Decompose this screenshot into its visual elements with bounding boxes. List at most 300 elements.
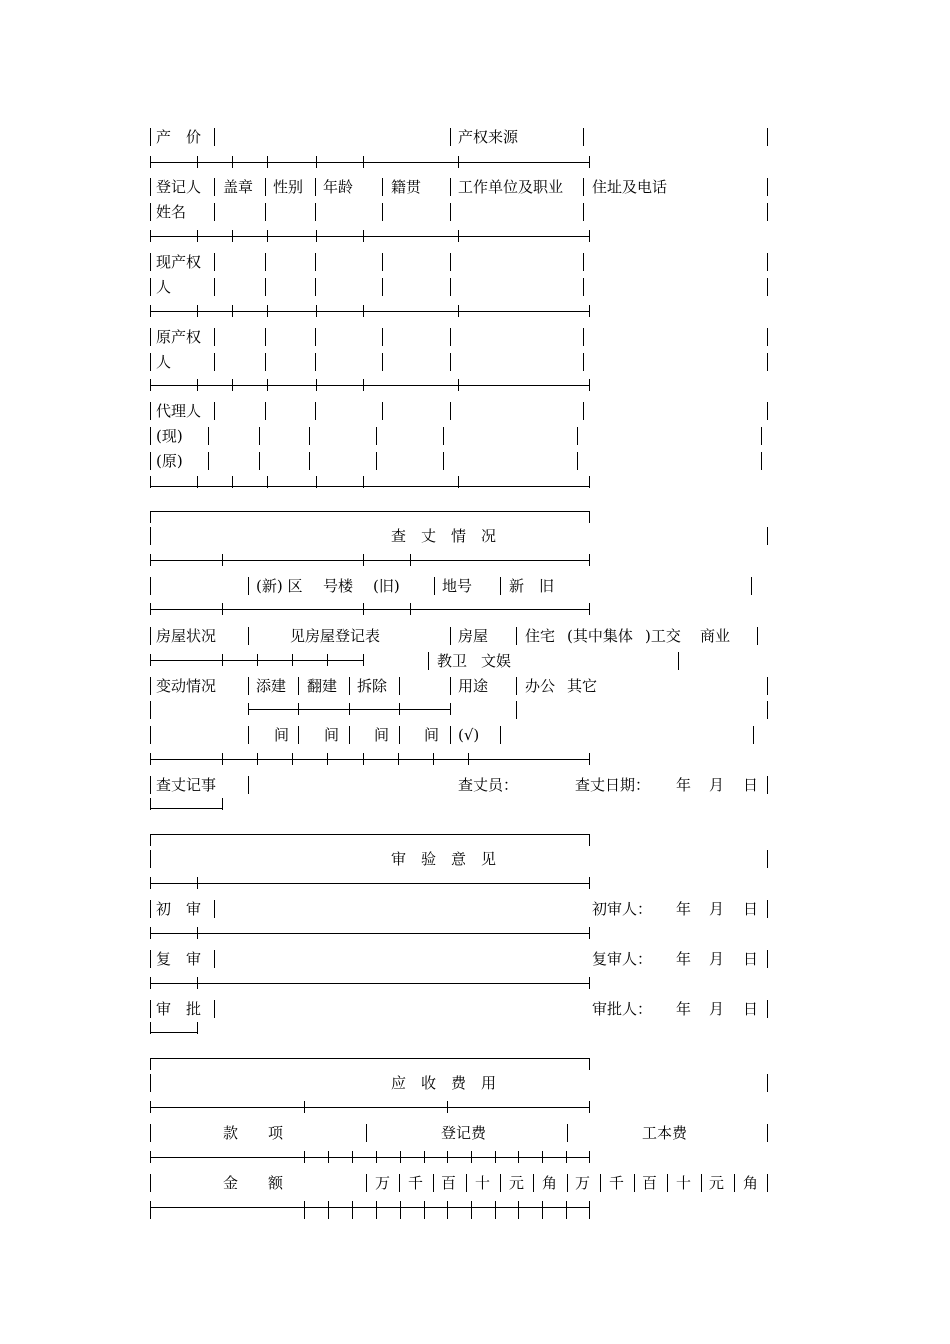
separator xyxy=(471,1207,472,1219)
rule xyxy=(150,759,589,760)
separator xyxy=(589,603,590,615)
unit-shi-2: 十 xyxy=(676,1174,692,1192)
separator xyxy=(767,353,768,371)
separator xyxy=(567,1174,568,1192)
separator xyxy=(767,203,768,221)
separator xyxy=(232,305,233,317)
separator xyxy=(382,178,383,196)
separator xyxy=(589,877,590,889)
separator xyxy=(349,703,350,715)
separator xyxy=(150,677,151,695)
separator xyxy=(150,927,151,939)
unit-jiao-2: 角 xyxy=(743,1174,759,1192)
renovate: 翻建 xyxy=(307,677,338,695)
unit-yuan-2: 元 xyxy=(709,1174,725,1192)
cost-fee: 工本费 xyxy=(642,1124,688,1142)
fees-title: 应 收 费 用 xyxy=(391,1074,497,1092)
separator xyxy=(767,900,768,918)
separator xyxy=(589,230,590,242)
separator xyxy=(150,427,151,445)
collective: (其中集体 xyxy=(567,627,633,645)
separator xyxy=(767,1074,768,1092)
separator xyxy=(248,627,249,645)
separator xyxy=(767,402,768,420)
separator xyxy=(150,278,151,296)
separator xyxy=(589,379,590,391)
separator xyxy=(315,353,316,371)
separator xyxy=(767,178,768,196)
separator xyxy=(382,402,383,420)
commerce: 商业 xyxy=(700,627,731,645)
separator xyxy=(518,1151,519,1163)
separator xyxy=(150,511,151,523)
separator xyxy=(589,1058,590,1070)
current-owner-label-2: 人 xyxy=(156,278,172,296)
former-owner-label: 原产权 xyxy=(156,328,202,346)
separator xyxy=(589,1151,590,1163)
room-renovate: 间 xyxy=(324,726,340,744)
separator xyxy=(267,476,268,488)
building-no: 号楼 xyxy=(323,577,354,595)
separator xyxy=(328,1151,329,1163)
separator xyxy=(450,278,451,296)
separator xyxy=(352,1207,353,1219)
separator xyxy=(248,703,249,715)
separator xyxy=(443,427,444,445)
survey-note: 查丈记事 xyxy=(156,776,217,794)
separator xyxy=(150,1174,151,1192)
separator xyxy=(150,230,151,242)
separator xyxy=(214,402,215,420)
separator xyxy=(150,850,151,868)
separator xyxy=(701,1174,702,1192)
separator xyxy=(197,977,198,989)
separator xyxy=(222,654,223,666)
separator xyxy=(757,627,758,645)
separator xyxy=(214,353,215,371)
separator xyxy=(232,379,233,391)
separator xyxy=(150,554,151,566)
separator xyxy=(399,726,400,744)
surveyor: 查丈员： xyxy=(458,776,519,794)
separator xyxy=(583,402,584,420)
separator xyxy=(767,328,768,346)
separator xyxy=(471,1151,472,1163)
separator xyxy=(767,776,768,794)
separator xyxy=(197,230,198,242)
separator xyxy=(150,627,151,645)
separator xyxy=(678,652,679,670)
separator xyxy=(458,230,459,242)
separator xyxy=(500,1174,501,1192)
separator xyxy=(751,577,752,595)
separator xyxy=(450,726,451,744)
separator xyxy=(150,977,151,989)
approval-day: 日 xyxy=(743,1000,759,1018)
former-owner-label-2: 人 xyxy=(156,353,172,371)
separator xyxy=(267,156,268,168)
rule xyxy=(150,933,589,934)
separator xyxy=(327,654,328,666)
separator xyxy=(363,156,364,168)
separator xyxy=(265,278,266,296)
separator xyxy=(767,128,768,146)
separator xyxy=(304,1207,305,1219)
separator xyxy=(150,577,151,595)
col-seal: 盖章 xyxy=(223,178,254,196)
separator xyxy=(533,1174,534,1192)
rule xyxy=(150,834,589,835)
separator xyxy=(518,1207,519,1219)
separator xyxy=(767,1124,768,1142)
separator xyxy=(382,203,383,221)
separator xyxy=(577,427,578,445)
separator xyxy=(447,1151,448,1163)
separator xyxy=(577,452,578,470)
separator xyxy=(767,278,768,296)
separator xyxy=(450,402,451,420)
separator xyxy=(150,1124,151,1142)
rule xyxy=(150,609,589,610)
separator xyxy=(150,753,151,765)
separator xyxy=(257,654,258,666)
separator xyxy=(400,1151,401,1163)
separator xyxy=(315,402,316,420)
separator xyxy=(542,1207,543,1219)
separator xyxy=(767,950,768,968)
separator xyxy=(376,1151,377,1163)
separator xyxy=(197,305,198,317)
separator xyxy=(150,798,151,810)
approval-year: 年 xyxy=(676,1000,692,1018)
separator xyxy=(450,703,451,715)
separator xyxy=(376,427,377,445)
separator xyxy=(349,726,350,744)
separator xyxy=(349,677,350,695)
separator xyxy=(315,253,316,271)
separator xyxy=(761,452,762,470)
education-health: 教卫 xyxy=(437,652,468,670)
new-old: 新 旧 xyxy=(509,577,555,595)
separator xyxy=(304,1151,305,1163)
rule xyxy=(150,486,589,487)
survey-month: 月 xyxy=(709,776,725,794)
separator xyxy=(583,128,584,146)
lot-no: 地号 xyxy=(442,577,473,595)
separator xyxy=(150,128,151,146)
separator xyxy=(257,753,258,765)
separator xyxy=(259,452,260,470)
separator xyxy=(583,253,584,271)
source-label: 产权来源 xyxy=(458,128,519,146)
separator xyxy=(516,701,517,719)
see-register: 见房屋登记表 xyxy=(290,627,381,645)
separator xyxy=(433,753,434,765)
separator xyxy=(443,452,444,470)
separator xyxy=(424,1207,425,1219)
item-label: 款 项 xyxy=(223,1124,284,1142)
first-year: 年 xyxy=(676,900,692,918)
separator xyxy=(150,476,151,488)
rule xyxy=(150,385,589,386)
separator xyxy=(214,900,215,918)
separator xyxy=(363,379,364,391)
separator xyxy=(298,677,299,695)
separator xyxy=(767,1174,768,1192)
separator xyxy=(150,776,151,794)
separator xyxy=(267,379,268,391)
agent-former: (原) xyxy=(156,452,183,470)
separator xyxy=(495,1151,496,1163)
survey-title: 查 丈 情 况 xyxy=(391,527,497,545)
col-gender: 性别 xyxy=(273,178,304,196)
check-mark: (√) xyxy=(458,726,480,744)
separator xyxy=(150,1022,151,1034)
separator xyxy=(265,203,266,221)
separator xyxy=(450,328,451,346)
separator xyxy=(500,577,501,595)
room-other: 间 xyxy=(424,726,440,744)
separator xyxy=(222,798,223,810)
separator xyxy=(265,178,266,196)
separator xyxy=(214,253,215,271)
second-review: 复 审 xyxy=(156,950,202,968)
separator xyxy=(150,603,151,615)
unit-wan-2: 万 xyxy=(575,1174,591,1192)
separator xyxy=(495,1207,496,1219)
separator xyxy=(516,677,517,695)
review-title: 审 验 意 见 xyxy=(391,850,497,868)
separator xyxy=(265,353,266,371)
separator xyxy=(150,527,151,545)
separator xyxy=(150,156,151,168)
separator xyxy=(767,253,768,271)
first-review: 初 审 xyxy=(156,900,202,918)
separator xyxy=(197,927,198,939)
approval-month: 月 xyxy=(709,1000,725,1018)
separator xyxy=(399,677,400,695)
separator xyxy=(298,703,299,715)
separator xyxy=(424,1151,425,1163)
approval: 审 批 xyxy=(156,1000,202,1018)
separator xyxy=(309,452,310,470)
separator xyxy=(410,603,411,615)
unit-bai: 百 xyxy=(441,1174,457,1192)
separator xyxy=(197,156,198,168)
separator xyxy=(315,203,316,221)
separator xyxy=(458,476,459,488)
separator xyxy=(589,753,590,765)
change-status: 变动情况 xyxy=(156,677,217,695)
rule xyxy=(150,1207,589,1208)
separator xyxy=(589,156,590,168)
separator xyxy=(150,253,151,271)
separator xyxy=(734,1174,735,1192)
separator xyxy=(265,253,266,271)
separator xyxy=(399,1174,400,1192)
separator xyxy=(150,402,151,420)
separator xyxy=(150,701,151,719)
separator xyxy=(767,850,768,868)
separator xyxy=(450,203,451,221)
col-registrant: 登记人 xyxy=(156,178,202,196)
office: 办公 xyxy=(525,677,556,695)
separator xyxy=(304,1101,305,1113)
separator xyxy=(434,577,435,595)
unit-jiao: 角 xyxy=(542,1174,558,1192)
house-label: 房屋 xyxy=(458,627,489,645)
separator xyxy=(352,1151,353,1163)
separator xyxy=(400,1207,401,1219)
separator xyxy=(150,353,151,371)
separator xyxy=(222,603,223,615)
col-age: 年龄 xyxy=(323,178,354,196)
separator xyxy=(267,230,268,242)
separator xyxy=(150,203,151,221)
separator xyxy=(248,776,249,794)
separator xyxy=(150,726,151,744)
separator xyxy=(292,654,293,666)
separator xyxy=(214,950,215,968)
approver: 审批人： xyxy=(592,1000,653,1018)
separator xyxy=(222,554,223,566)
separator xyxy=(150,1101,151,1113)
registration-fee: 登记费 xyxy=(441,1124,487,1142)
first-day: 日 xyxy=(743,900,759,918)
separator xyxy=(399,703,400,715)
other: 其它 xyxy=(567,677,598,695)
separator xyxy=(458,156,459,168)
separator xyxy=(376,1207,377,1219)
rule xyxy=(150,1107,589,1108)
amount-label: 金 额 xyxy=(223,1174,284,1192)
separator xyxy=(433,1174,434,1192)
first-month: 月 xyxy=(709,900,725,918)
separator xyxy=(366,1174,367,1192)
separator xyxy=(316,230,317,242)
separator xyxy=(265,328,266,346)
separator xyxy=(450,128,451,146)
separator xyxy=(150,379,151,391)
separator xyxy=(382,253,383,271)
separator xyxy=(589,476,590,488)
separator xyxy=(150,1207,151,1219)
separator xyxy=(753,726,754,744)
second-month: 月 xyxy=(709,950,725,968)
separator xyxy=(267,305,268,317)
separator xyxy=(327,753,328,765)
survey-day: 日 xyxy=(743,776,759,794)
separator xyxy=(450,627,451,645)
separator xyxy=(232,156,233,168)
add-build: 添建 xyxy=(256,677,287,695)
separator xyxy=(567,1124,568,1142)
rule xyxy=(150,511,589,512)
rule xyxy=(150,883,589,884)
separator xyxy=(150,654,151,666)
separator xyxy=(316,305,317,317)
separator xyxy=(197,476,198,488)
separator xyxy=(222,753,223,765)
separator xyxy=(589,927,590,939)
unit-qian: 千 xyxy=(408,1174,424,1192)
col-employer: 工作单位及职业 xyxy=(458,178,564,196)
second-reviewer: 复审人： xyxy=(592,950,653,968)
rule xyxy=(150,236,589,237)
col-address: 住址及电话 xyxy=(592,178,668,196)
separator xyxy=(634,1174,635,1192)
separator xyxy=(150,834,151,846)
separator xyxy=(583,328,584,346)
survey-year: 年 xyxy=(676,776,692,794)
separator xyxy=(150,328,151,346)
separator xyxy=(214,178,215,196)
separator xyxy=(150,1058,151,1070)
separator xyxy=(516,627,517,645)
separator xyxy=(150,950,151,968)
separator xyxy=(363,230,364,242)
col-origin: 籍贯 xyxy=(391,178,422,196)
separator xyxy=(150,877,151,889)
separator xyxy=(363,305,364,317)
separator xyxy=(583,353,584,371)
separator xyxy=(458,379,459,391)
separator xyxy=(150,1074,151,1092)
rule xyxy=(150,560,589,561)
old-label: (旧) xyxy=(373,577,400,595)
residence: 住宅 xyxy=(525,627,556,645)
survey-date: 查丈日期： xyxy=(575,776,651,794)
separator xyxy=(363,603,364,615)
culture-ent: 文娱 xyxy=(481,652,512,670)
separator xyxy=(600,1174,601,1192)
separator xyxy=(150,178,151,196)
usage: 用途 xyxy=(458,677,489,695)
separator xyxy=(150,305,151,317)
separator xyxy=(208,452,209,470)
separator xyxy=(292,753,293,765)
separator xyxy=(214,1000,215,1018)
separator xyxy=(447,1207,448,1219)
separator xyxy=(450,353,451,371)
separator xyxy=(566,1207,567,1219)
second-year: 年 xyxy=(676,950,692,968)
separator xyxy=(363,654,364,666)
separator xyxy=(265,402,266,420)
separator xyxy=(315,278,316,296)
separator xyxy=(500,726,501,744)
house-status: 房屋状况 xyxy=(156,627,217,645)
separator xyxy=(363,476,364,488)
separator xyxy=(376,452,377,470)
separator xyxy=(466,1174,467,1192)
name-label: 姓名 xyxy=(156,203,187,221)
separator xyxy=(542,1151,543,1163)
separator xyxy=(363,753,364,765)
agent-label: 代理人 xyxy=(156,402,202,420)
unit-yuan: 元 xyxy=(509,1174,525,1192)
separator xyxy=(589,1207,590,1219)
separator xyxy=(208,427,209,445)
separator xyxy=(589,977,590,989)
separator xyxy=(382,278,383,296)
separator xyxy=(315,328,316,346)
separator xyxy=(248,577,249,595)
separator xyxy=(197,379,198,391)
separator xyxy=(150,1000,151,1018)
rule xyxy=(150,983,589,984)
separator xyxy=(589,305,590,317)
